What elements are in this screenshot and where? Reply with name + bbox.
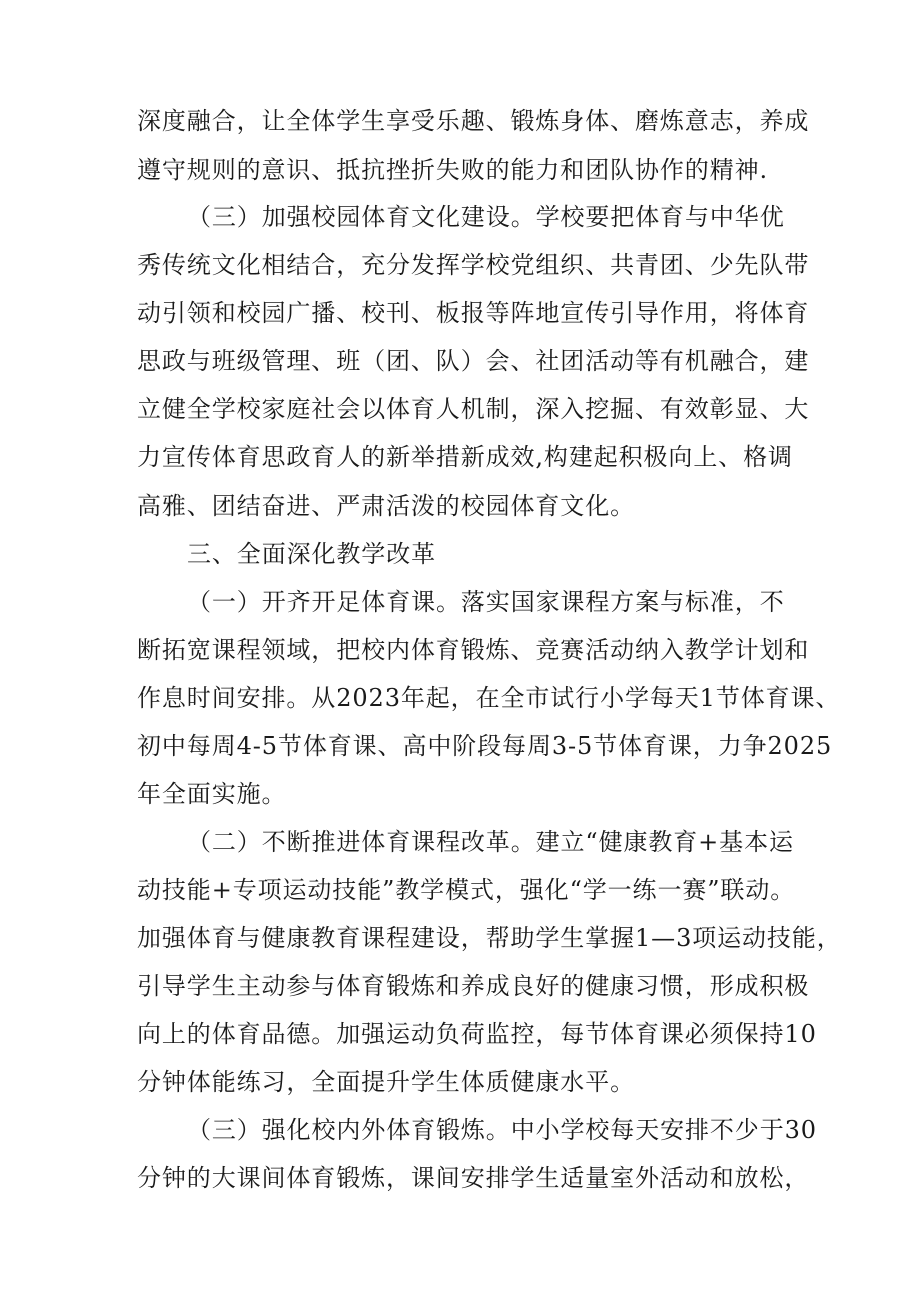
paragraph-line: 作息时间安排。从2023年起，在全市试行小学每天1节体育课、 xyxy=(137,684,841,712)
paragraph-line: 立健全学校家庭社会以体育人机制，深入挖掘、有效彰显、大 xyxy=(137,395,810,423)
paragraph-line: 分钟体能练习，全面提升学生体质健康水平。 xyxy=(137,1068,635,1096)
paragraph-line: （一）开齐开足体育课。落实国家课程方案与标准，不 xyxy=(187,588,785,616)
paragraph-line: （二）不断推进体育课程改革。建立“健康教育+基本运 xyxy=(187,828,794,856)
paragraph-line: 动引领和校园广播、校刊、板报等阵地宣传引导作用，将体育 xyxy=(137,299,810,327)
paragraph-line: 向上的体育品德。加强运动负荷监控，每节体育课必须保持10 xyxy=(137,1020,817,1048)
paragraph-line: 分钟的大课间体育锻炼，课间安排学生适量室外活动和放松， xyxy=(137,1164,810,1192)
paragraph-line: 深度融合，让全体学生享受乐趣、锻炼身体、磨炼意志，养成 xyxy=(137,107,810,135)
paragraph-line: 引导学生主动参与体育锻炼和养成良好的健康习惯，形成积极 xyxy=(137,972,810,1000)
paragraph-line: 思政与班级管理、班（团、队）会、社团活动等有机融合，建 xyxy=(137,347,810,375)
paragraph-line: 高雅、团结奋进、严肃活泼的校园体育文化。 xyxy=(137,492,635,520)
paragraph-line: 初中每周4-5节体育课、高中阶段每周3-5节体育课，力争2025 xyxy=(137,732,833,760)
paragraph-line: 动技能+专项运动技能”教学模式，强化“学一练一赛”联动。 xyxy=(137,876,796,904)
paragraph-line: 遵守规则的意识、抵抗挫折失败的能力和团队协作的精神. xyxy=(137,156,769,184)
paragraph-line: 年全面实施。 xyxy=(137,780,287,808)
paragraph-line: 力宣传体育思政育人的新举措新成效,构建起积极向上、格调 xyxy=(137,443,793,471)
section-heading: 三、全面深化教学改革 xyxy=(187,540,436,568)
paragraph-line: （三）加强校园体育文化建设。学校要把体育与中华优 xyxy=(187,203,785,231)
paragraph-line: 秀传统文化相结合，充分发挥学校党组织、共青团、少先队带 xyxy=(137,251,810,279)
paragraph-line: 加强体育与健康教育课程建设，帮助学生掌握1—3项运动技能， xyxy=(137,924,842,952)
paragraph-line: （三）强化校内外体育锻炼。中小学校每天安排不少于30 xyxy=(187,1116,817,1144)
paragraph-line: 断拓宽课程领域，把校内体育锻炼、竞赛活动纳入教学计划和 xyxy=(137,636,810,664)
